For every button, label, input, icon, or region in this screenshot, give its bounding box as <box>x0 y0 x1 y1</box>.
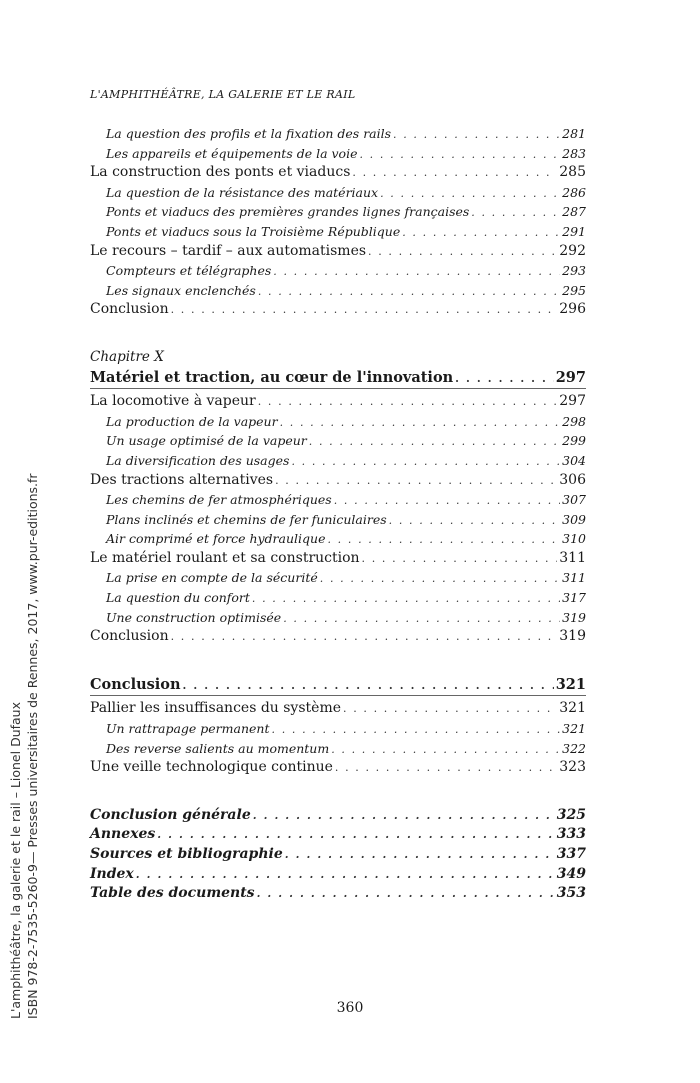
toc-entry <box>90 392 586 412</box>
leader-dots <box>309 432 560 452</box>
leader-dots <box>275 471 557 491</box>
toc-entry-title: Une veille technologique continue <box>90 759 333 776</box>
toc-entry <box>90 627 586 647</box>
toc-entry-page: 323 <box>559 759 586 776</box>
toc-entry-page: 311 <box>559 549 586 566</box>
toc-entry-title: La prise en compte de la sécurité <box>106 570 318 586</box>
toc-entry <box>90 163 586 183</box>
toc-entry-page: 304 <box>562 452 586 468</box>
toc-entry <box>90 202 586 222</box>
divider <box>90 388 586 389</box>
toc-entry-page: 298 <box>562 413 586 429</box>
toc-entry-title: Un usage optimisé de la vapeur <box>106 433 307 449</box>
toc-entry <box>90 281 586 301</box>
leader-dots <box>272 720 561 740</box>
chapter-label: Chapitre X <box>90 348 164 365</box>
toc-entry-title: La locomotive à vapeur <box>90 393 256 410</box>
leader-dots <box>471 203 560 223</box>
back-matter-page: 353 <box>556 885 586 902</box>
leader-dots <box>334 491 560 511</box>
toc-entry-title: Les chemins de fer atmosphériques <box>106 492 332 508</box>
toc-entry-page: 306 <box>559 471 586 488</box>
toc-entry-page: 321 <box>562 721 586 737</box>
leader-dots <box>157 825 555 845</box>
toc-entry-title: Le recours – tardif – aux automatismes <box>90 242 367 259</box>
leader-dots <box>285 845 555 865</box>
leader-dots <box>183 676 554 696</box>
leader-dots <box>136 865 555 885</box>
leader-dots <box>258 392 558 412</box>
back-matter-entry <box>90 845 586 865</box>
toc-entry <box>90 719 586 739</box>
leader-dots <box>291 452 560 472</box>
back-matter-title: Sources et bibliographie <box>90 846 283 862</box>
divider <box>90 695 586 696</box>
running-head: L'AMPHITHÉÂTRE, LA GALERIE ET LE RAIL <box>90 88 356 101</box>
leader-dots <box>343 699 557 719</box>
toc-entry-title: Les signaux enclenchés <box>106 282 256 298</box>
toc-entry-title: Le matériel roulant et sa construction <box>90 549 360 566</box>
toc-entry <box>90 549 586 569</box>
toc-entry-page: 295 <box>562 282 586 298</box>
leader-dots <box>320 569 560 589</box>
back-matter-title: Table des documents <box>90 885 255 902</box>
toc-entry-page: 307 <box>562 492 586 508</box>
toc-entry-title: Plans inclinés et chemins de fer funiculaires <box>106 511 387 527</box>
toc-entry <box>90 261 586 281</box>
toc-entry-page: 281 <box>562 126 586 141</box>
leader-dots <box>258 282 560 302</box>
back-matter <box>90 806 586 904</box>
leader-dots <box>402 223 560 243</box>
toc-entry-title: La construction des ponts et viaducs <box>90 164 351 181</box>
toc-entry <box>90 183 586 203</box>
toc-entry <box>90 451 586 471</box>
toc-entry-page: 319 <box>559 628 586 645</box>
toc-entry <box>90 300 586 320</box>
toc-entry-title: Des tractions alternatives <box>90 471 274 488</box>
leader-dots <box>362 549 558 569</box>
side-credit-line-1: L'amphithéâtre, la galerie et le rail – Lionel Dufaux <box>8 702 23 1019</box>
back-matter-page: 325 <box>556 806 586 823</box>
toc-entry-page: 319 <box>562 609 586 625</box>
toc-entry-title: Compteurs et télégraphes <box>106 263 272 279</box>
toc-entry-title: Les appareils et équipements de la voie <box>106 145 358 161</box>
toc-entry <box>90 490 586 510</box>
toc-entry-page: 287 <box>562 204 586 220</box>
toc-entry <box>90 510 586 530</box>
back-matter-entry <box>90 806 586 826</box>
back-matter-entry <box>90 884 586 904</box>
back-matter-page: 349 <box>556 865 586 882</box>
toc-entry-title: La diversification des usages <box>106 452 290 468</box>
leader-dots <box>252 589 560 609</box>
back-matter-page: 337 <box>556 846 586 862</box>
toc-entry-title: La question du confort <box>106 590 250 606</box>
leader-dots <box>359 145 560 165</box>
leader-dots <box>393 125 560 145</box>
toc-entry-title: La question de la résistance des matériaux <box>106 184 379 200</box>
side-credit-line-2: ISBN 978-2-7535-5260-9— Presses universitaires de Rennes, 2017, www.pur-editions.fr <box>25 473 40 1019</box>
toc-entry <box>90 568 586 588</box>
leader-dots <box>171 300 558 320</box>
toc-entry-title: Air comprimé et force hydraulique <box>106 531 326 547</box>
leader-dots <box>171 627 558 647</box>
back-matter-title: Annexes <box>90 826 156 843</box>
chapter-title: Matériel et traction, au cœur de l'innovation <box>90 368 454 386</box>
toc-entry-title: Conclusion <box>90 628 169 645</box>
conclusion-part-page: 321 <box>555 675 586 693</box>
page-number: 360 <box>336 1000 364 1016</box>
toc-entry-page: 285 <box>559 164 586 181</box>
back-matter-title: Index <box>90 865 134 882</box>
leader-dots <box>280 413 561 433</box>
toc-entry-title: Ponts et viaducs des premières grandes lignes françaises <box>106 204 470 220</box>
leader-dots <box>389 511 560 531</box>
toc-entry-page: 317 <box>562 590 586 606</box>
conclusion-part-title: Conclusion <box>90 675 181 693</box>
toc-entry <box>90 739 586 759</box>
back-matter-title: Conclusion générale <box>90 806 251 823</box>
toc-group-a <box>90 124 586 320</box>
toc-entry-page: 310 <box>562 531 586 547</box>
toc-entry-page: 299 <box>562 433 586 449</box>
toc-entry-page: 321 <box>559 700 586 717</box>
toc-entry-title: Ponts et viaducs sous la Troisième République <box>106 223 401 239</box>
toc-entry-title: La question des profils et la fixation des rails <box>106 126 392 141</box>
toc-entry-title: Des reverse salients au momentum <box>106 740 330 756</box>
back-matter-page: 333 <box>556 826 586 843</box>
toc-group-c <box>90 699 586 777</box>
toc-entry-page: 296 <box>559 301 586 318</box>
chapter-title-entry <box>90 368 586 388</box>
leader-dots <box>455 369 554 389</box>
leader-dots <box>253 806 555 826</box>
chapter-page: 297 <box>555 368 586 386</box>
toc-entry <box>90 608 586 628</box>
toc-entry <box>90 124 586 144</box>
toc-entry <box>90 431 586 451</box>
toc-entry-title: La production de la vapeur <box>106 413 278 429</box>
toc-entry-title: Pallier les insuffisances du système <box>90 700 342 717</box>
toc-entry-title: Conclusion <box>90 301 169 318</box>
toc-entry <box>90 144 586 164</box>
leader-dots <box>352 163 557 183</box>
leader-dots <box>273 262 560 282</box>
toc-entry <box>90 471 586 491</box>
toc-entry-page: 286 <box>562 184 586 200</box>
toc-entry-page: 292 <box>559 242 586 259</box>
toc-entry <box>90 699 586 719</box>
toc-entry-page: 322 <box>562 740 586 756</box>
toc-entry-title: Un rattrapage permanent <box>106 721 270 737</box>
spacer <box>90 320 586 348</box>
toc-entry-page: 293 <box>562 263 586 279</box>
toc-entry-page: 297 <box>559 393 586 410</box>
back-matter-entry <box>90 825 586 845</box>
leader-dots <box>257 884 555 904</box>
table-of-contents <box>90 124 586 904</box>
toc-entry <box>90 222 586 242</box>
toc-entry-page: 311 <box>562 570 586 586</box>
toc-entry <box>90 529 586 549</box>
spacer <box>90 647 586 675</box>
toc-entry-page: 309 <box>562 511 586 527</box>
toc-entry <box>90 588 586 608</box>
leader-dots <box>327 530 560 550</box>
toc-entry-title: Une construction optimisée <box>106 609 282 625</box>
toc-entry <box>90 758 586 778</box>
leader-dots <box>331 740 560 760</box>
conclusion-part-entry <box>90 675 586 695</box>
toc-group-b <box>90 392 586 647</box>
leader-dots <box>380 184 560 204</box>
toc-entry <box>90 242 586 262</box>
leader-dots <box>283 609 560 629</box>
toc-entry-page: 291 <box>562 223 586 239</box>
toc-entry <box>90 412 586 432</box>
spacer <box>90 778 586 806</box>
back-matter-entry <box>90 865 586 885</box>
leader-dots <box>335 758 557 778</box>
toc-entry-page: 283 <box>562 145 586 161</box>
side-credit <box>7 473 41 1019</box>
leader-dots <box>368 242 557 262</box>
